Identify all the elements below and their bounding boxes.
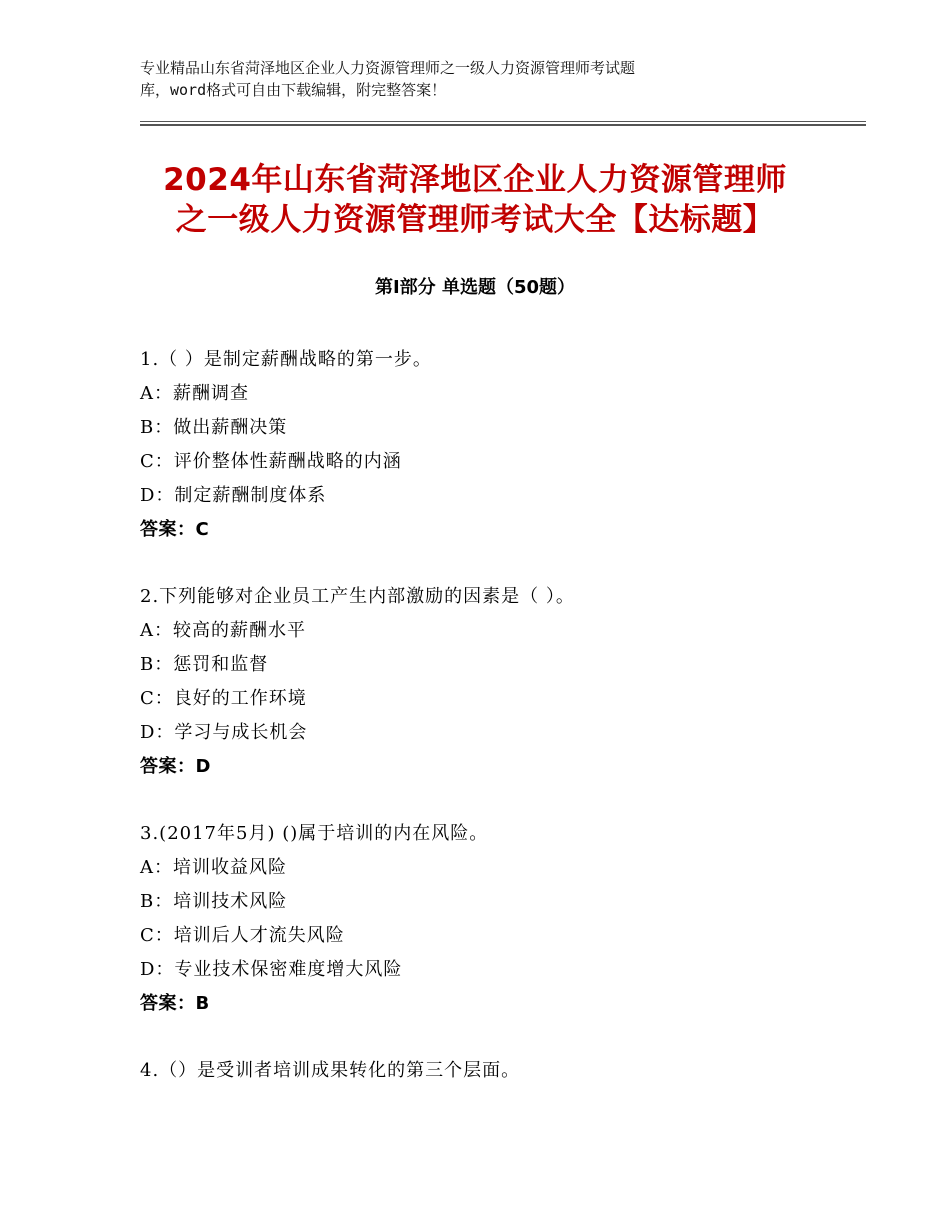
question-4 (140, 1054, 860, 1088)
option-c: C：良好的工作环境 (140, 688, 307, 709)
document-title (100, 160, 850, 240)
question-2 (140, 580, 860, 784)
option-b: B：培训技术风险 (140, 891, 288, 912)
header-divider (140, 121, 866, 126)
header-note (140, 57, 840, 101)
option-a: A：薪酬调查 (140, 383, 249, 404)
option-d: D：专业技术保密难度增大风险 (140, 959, 403, 980)
question-stem: 3.(2017年5月) ()属于培训的内在风险。 (140, 823, 489, 844)
answer: 答案：C (140, 519, 210, 540)
option-b: B：惩罚和监督 (140, 654, 269, 675)
question-1 (140, 343, 860, 547)
question-3 (140, 817, 860, 1021)
question-stem: 4.（）是受训者培训成果转化的第三个层面。 (140, 1060, 521, 1081)
section-heading: 第Ⅰ部分 单选题（50题） (374, 277, 575, 298)
document-title-line-1: 2024年山东省菏泽地区企业人力资源管理师 (163, 162, 787, 198)
option-b: B：做出薪酬决策 (140, 417, 288, 438)
option-d: D：学习与成长机会 (140, 722, 308, 743)
option-d: D：制定薪酬制度体系 (140, 485, 327, 506)
option-c: C：评价整体性薪酬战略的内涵 (140, 451, 402, 472)
document-title-line-2: 之一级人力资源管理师考试大全【达标题】 (175, 202, 775, 238)
answer: 答案：B (140, 993, 210, 1014)
header-note-line-2: 库，word格式可自由下载编辑，附完整答案！ (140, 81, 447, 99)
question-stem: 2.下列能够对企业员工产生内部激励的因素是（ ）。 (140, 586, 575, 607)
question-stem: 1.（ ）是制定薪酬战略的第一步。 (140, 349, 432, 370)
question-list (140, 343, 860, 1121)
option-c: C：培训后人才流失风险 (140, 925, 345, 946)
header-note-line-1: 专业精品山东省菏泽地区企业人力资源管理师之一级人力资源管理师考试题 (140, 59, 636, 77)
option-a: A：较高的薪酬水平 (140, 620, 306, 641)
option-a: A：培训收益风险 (140, 857, 287, 878)
answer: 答案：D (140, 756, 211, 777)
